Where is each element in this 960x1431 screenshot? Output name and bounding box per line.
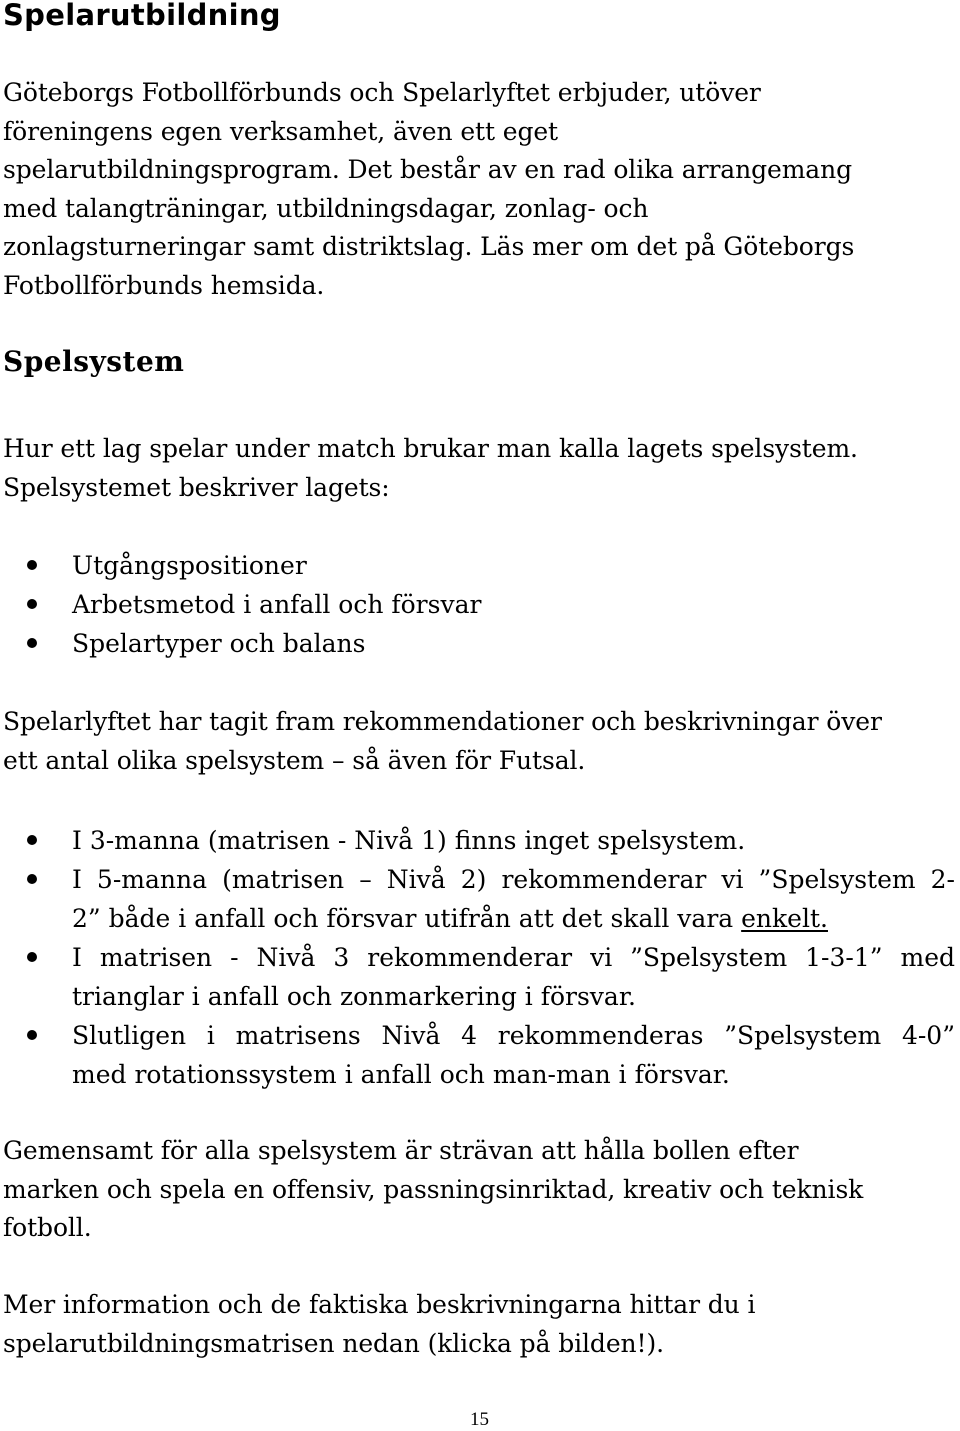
list-item-level-1 [3, 821, 955, 860]
bullet-icon [27, 638, 37, 648]
common-paragraph [3, 1132, 863, 1248]
page-title: Spelarutbildning [3, 0, 281, 32]
intro-line: Fotbollförbunds hemsida. [3, 270, 325, 300]
list-item-text: I 5-manna (matrisen – Nivå 2) rekommenderar vi ”Spelsystem 2- [72, 865, 955, 894]
bullet-icon [27, 560, 37, 570]
bullet-icon [27, 1030, 37, 1040]
list-item [3, 624, 955, 663]
intro-line: spelarutbildningsprogram. Det består av en rad olika arrangemang [3, 155, 853, 185]
intro-line: föreningens egen verksamhet, även ett eget [3, 116, 559, 146]
list-item-text: 2” både i anfall och försvar utifrån att det skall vara [72, 904, 742, 933]
bullet-icon [27, 599, 37, 609]
list-item-text: I matrisen - Nivå 3 rekommenderar vi ”Spelsystem 1-3-1” med [72, 943, 955, 972]
intro-line: Göteborgs Fotbollförbunds och Spelarlyftet erbjuder, utöver [3, 78, 761, 107]
list-item-level-3 [3, 938, 955, 1016]
intro-line: zonlagsturneringar samt distriktslag. Läs mer om det på Göteborgs [3, 232, 855, 262]
common-line: fotboll. [3, 1213, 92, 1243]
common-line: marken och spela en offensiv, passningsinriktad, kreativ och teknisk [3, 1174, 864, 1204]
list-item [3, 585, 955, 624]
more-info-line: spelarutbildningsmatrisen nedan (klicka på bilden!). [3, 1328, 664, 1358]
list-item-level-2 [3, 860, 955, 938]
intro-paragraph [3, 74, 854, 306]
recommendations-line: Spelarlyftet har tagit fram rekommendationer och beskrivningar över [3, 707, 882, 736]
more-info-paragraph [3, 1286, 755, 1363]
list-item-text: Utgångspositioner [72, 551, 307, 580]
recommendations-line: ett antal olika spelsystem – så även för Futsal. [3, 745, 586, 775]
more-info-line: Mer information och de faktiska beskrivningarna hittar du i [3, 1290, 756, 1319]
spelsystem-intro-paragraph [3, 430, 858, 507]
list-item-text: Spelartyper och balans [72, 629, 366, 658]
underlined-word: enkelt. [741, 904, 828, 933]
bullet-icon [27, 874, 37, 884]
list-item-text: Arbetsmetod i anfall och försvar [72, 590, 482, 619]
list-item-text: Slutligen i matrisens Nivå 4 rekommenderas ”Spelsystem 4-0” [72, 1021, 955, 1050]
section-heading-spelsystem: Spelsystem [3, 345, 185, 378]
intro-line: med talangträningar, utbildningsdagar, zonlag- och [3, 193, 649, 223]
describes-list [3, 546, 955, 663]
spelsystem-intro-line: Spelsystemet beskriver lagets: [3, 472, 390, 502]
page-number: 15 [470, 1409, 489, 1430]
bullet-icon [27, 835, 37, 845]
list-item-level-4 [3, 1016, 955, 1094]
list-item [3, 546, 955, 585]
common-line: Gemensamt för alla spelsystem är strävan att hålla bollen efter [3, 1136, 799, 1165]
list-item-text: trianglar i anfall och zonmarkering i försvar. [72, 982, 636, 1011]
spelsystem-intro-line: Hur ett lag spelar under match brukar man kalla lagets spelsystem. [3, 434, 858, 463]
levels-list [3, 821, 955, 1094]
list-item-text-continued [72, 899, 955, 938]
bullet-icon [27, 952, 37, 962]
recommendations-paragraph [3, 703, 882, 780]
list-item-text: I 3-manna (matrisen - Nivå 1) finns inget spelsystem. [72, 826, 746, 855]
list-item-text: med rotationssystem i anfall och man-man i försvar. [72, 1060, 730, 1089]
